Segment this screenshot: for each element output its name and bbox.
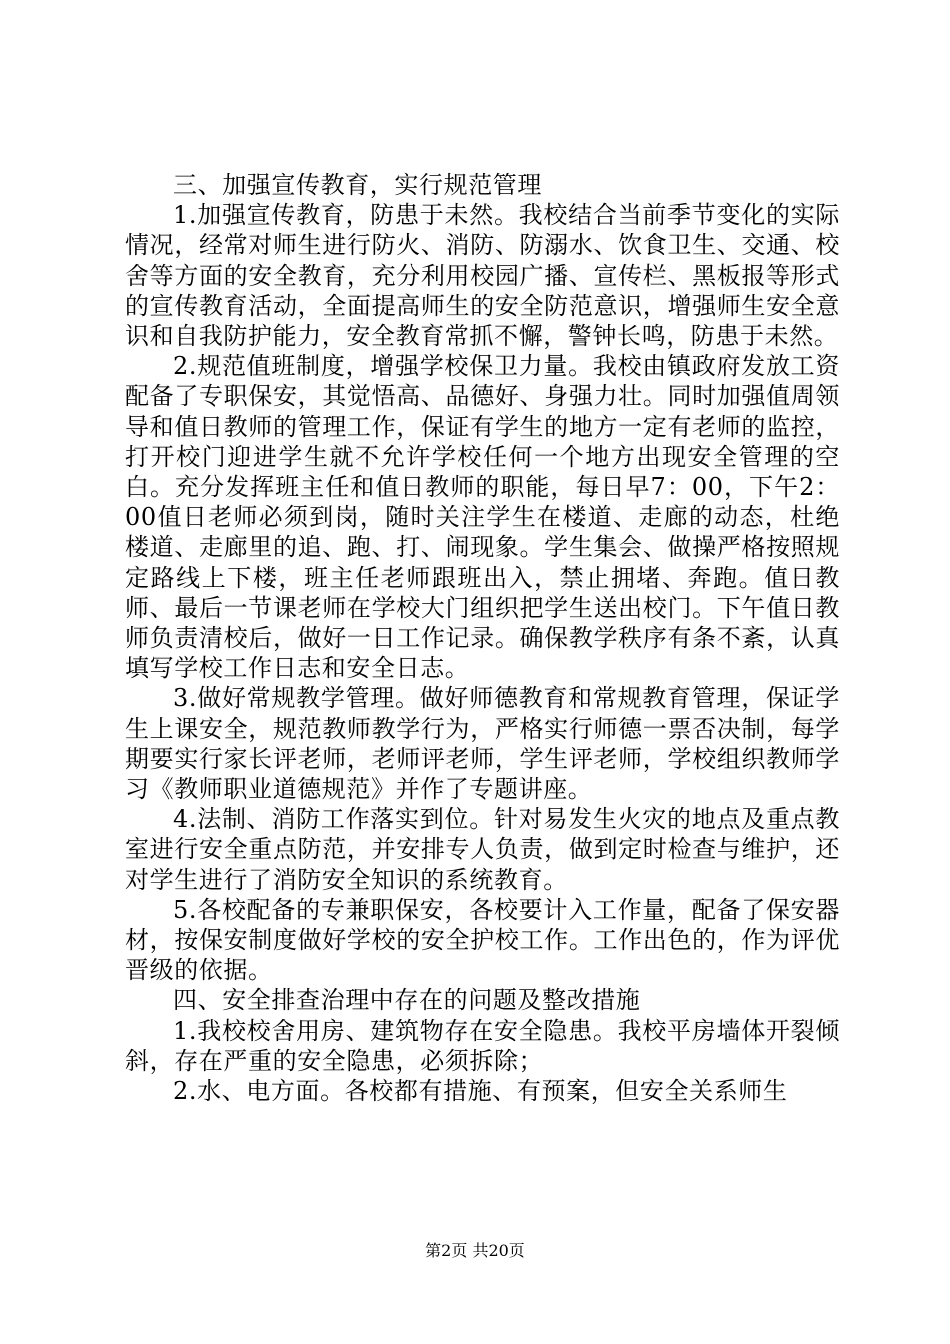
body-paragraph: 4.法制、消防工作落实到位。针对易发生火灾的地点及重点教室进行安全重点防范，并安排专人负责，做到定时检查与维护，还对学生进行了消防安全知识的系统教育。 [125,805,840,894]
section-heading: 四、安全排查治理中存在的问题及整改措施 [173,986,641,1015]
body-paragraph: 1.我校校舍用房、建筑物存在安全隐患。我校平房墙体开裂倾斜，存在严重的安全隐患，必须拆除； [125,1016,840,1075]
page-number-footer: 第2页 共20页 [425,1241,525,1260]
body-paragraph: 1.加强宣传教育，防患于未然。我校结合当前季节变化的实际情况，经常对师生进行防火、消防、防溺水、饮食卫生、交通、校舍等方面的安全教育，充分利用校园广播、宣传栏、黑板报等形式的宣传教育活动，全面提高师生的安全防范意识，增强师生安全意识和自我防护能力，安全教育常抓不懈，警钟长鸣，防患于未然。 [125,201,840,351]
section-heading: 三、加强宣传教育，实行规范管理 [173,171,542,199]
body-paragraph: 5.各校配备的专兼职保安，各校要计入工作量，配备了保安器材，按保安制度做好学校的安全护校工作。工作出色的，作为评优晋级的依据。 [125,895,840,985]
body-paragraph: 3.做好常规教学管理。做好师德教育和常规教育管理，保证学生上课安全，规范教师教学行为，严格实行师德一票否决制，每学期要实行家长评老师，老师评老师，学生评老师，学校组织教师学习《教师职业道德规范》并作了专题讲座。 [125,684,840,804]
document-body [125,170,840,1106]
body-paragraph: 2.规范值班制度，增强学校保卫力量。我校由镇政府发放工资配备了专职保安，其觉悟高、品德好、身强力壮。同时加强值周领导和值日教师的管理工作，保证有学生的地方一定有老师的监控，打开校门迎进学生就不允许学校任何一个地方出现安全管理的空白。充分发挥班主任和值日教师的职能，每日早7：00，下午2：00值日老师必须到岗，随时关注学生在楼道、走廊的动态，杜绝楼道、走廊里的追、跑、打、闹现象。学生集会、做操严格按照规定路线上下楼，班主任老师跟班出入，禁止拥堵、奔跑。值日教师、最后一节课老师在学校大门组织把学生送出校门。下午值日教师负责清校后，做好一日工作记录。确保教学秩序有条不紊，认真填写学校工作日志和安全日志。 [125,352,840,683]
body-paragraph: 2.水、电方面。各校都有措施、有预案，但安全关系师生 [173,1077,788,1106]
